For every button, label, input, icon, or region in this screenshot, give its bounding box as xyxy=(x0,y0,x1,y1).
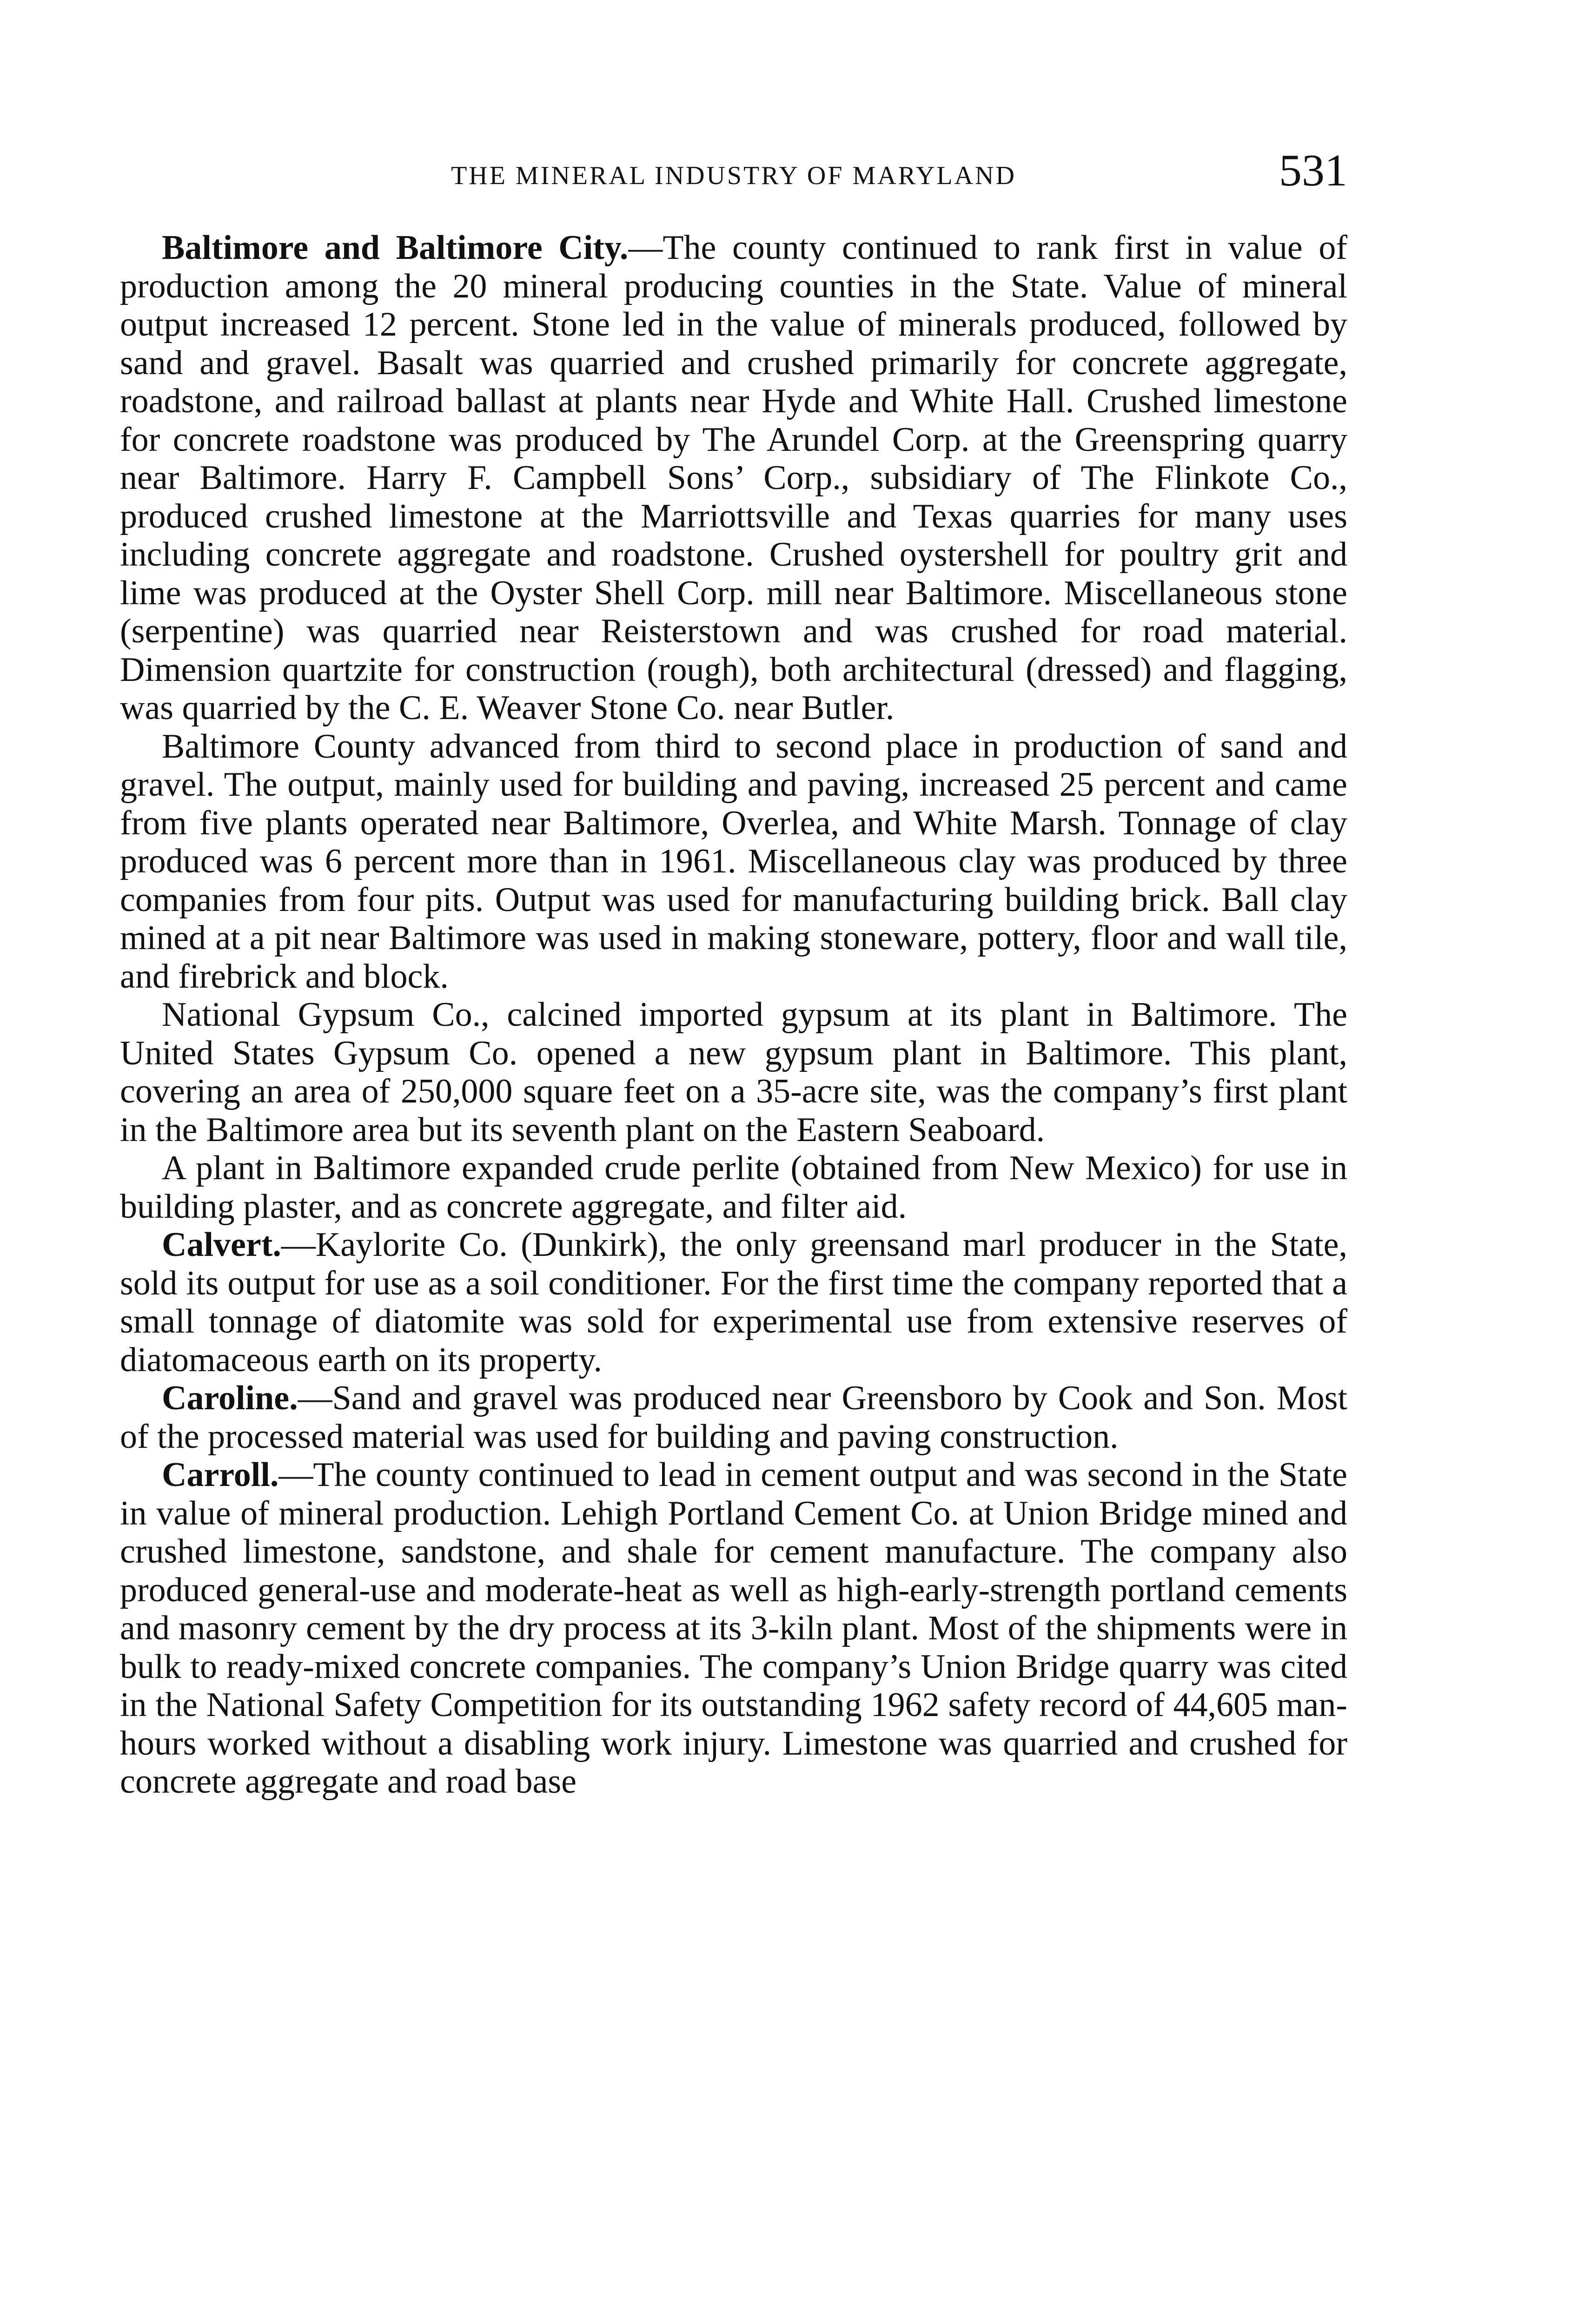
paragraph-text: —Sand and gravel was produced near Greensboro by Cook and Son. Most of the processed material was used for building and paving construction. xyxy=(120,1379,1347,1456)
paragraph-gypsum xyxy=(120,996,1347,1149)
paragraph-text: National Gypsum Co., calcined imported gypsum at its plant in Baltimore. The United States Gypsum Co. opened a new gypsum plant in Baltimore. This plant, covering an area of 250,000 square feet on a 35-acre site, was the company’s first plant in the Baltimore area but its seventh plant on the Eastern Seaboard. xyxy=(120,996,1347,1149)
paragraph-carroll xyxy=(120,1456,1347,1801)
running-head xyxy=(120,145,1347,199)
paragraph-text: —Kaylorite Co. (Dunkirk), the only greensand marl producer in the State, sold its output for use as a soil conditioner. For the first time the company reported that a small tonnage of diatomite was sold for experimental use from extensive reserves of diatomaceous earth on its property. xyxy=(120,1226,1347,1379)
section-heading-calvert: Calvert. xyxy=(162,1226,281,1264)
paragraph-sand-gravel-clay xyxy=(120,727,1347,996)
paragraph-text: Baltimore County advanced from third to second place in production of sand and gravel. The output, mainly used for building and paving, increased 25 percent and came from five plants operated near Baltimore, Overlea, and White Marsh. Tonnage of clay produced was 6 percent more than in 1961. Miscellaneous clay was produced by three companies from four pits. Output was used for manufacturing building brick. Ball clay mined at a pit near Baltimore was used in making stoneware, pottery, floor and wall tile, and firebrick and block. xyxy=(120,727,1347,996)
section-heading-carroll: Carroll. xyxy=(162,1456,279,1494)
running-title: THE MINERAL INDUSTRY OF MARYLAND xyxy=(451,161,1016,190)
paragraph-baltimore xyxy=(120,229,1347,727)
paragraph-caroline xyxy=(120,1379,1347,1456)
paragraph-perlite xyxy=(120,1149,1347,1226)
paragraph-calvert xyxy=(120,1226,1347,1379)
section-heading-baltimore: Baltimore and Baltimore City. xyxy=(162,229,629,267)
paragraph-text: —The county continued to rank first in value of production among the 20 mineral producing counties in the State. Value of mineral output increased 12 percent. Stone led in the value of minerals produced, followed by sand and gravel. Basalt was quarried and crushed primarily for concrete aggregate, roadstone, and railroad ballast at plants near Hyde and White Hall. Crushed limestone for concrete roadstone was produced by The Arundel Corp. at the Greenspring quarry near Baltimore. Harry F. Campbell Sons’ Corp., subsidiary of The Flinkote Co., produced crushed limestone at the Marriottsville and Texas quarries for many uses including concrete aggregate and roadstone. Crushed oystershell for poultry grit and lime was produced at the Oyster Shell Corp. mill near Baltimore. Miscellaneous stone (serpentine) was quarried near Reisterstown and was crushed for road material. Dimension quartzite for construction (rough), both architectural (dressed) and flagging, was quarried by the C. E. Weaver Stone Co. near Butler. xyxy=(120,229,1347,727)
section-heading-caroline: Caroline. xyxy=(162,1379,298,1417)
body-text xyxy=(120,229,1347,1801)
paragraph-text: —The county continued to lead in cement output and was second in the State in value of mineral production. Lehigh Portland Cement Co. at Union Bridge mined and crushed limestone, sandstone, and shale for cement manufacture. The company also produced general-use and moderate-heat as well as high-early-strength portland cements and masonry cement by the dry process at its 3-kiln plant. Most of the shipments were in bulk to ready-mixed concrete companies. The company’s Union Bridge quarry was cited in the National Safety Competition for its outstanding 1962 safety record of 44,605 man-hours worked without a disabling work injury. Limestone was quarried and crushed for concrete aggregate and road base xyxy=(120,1456,1347,1801)
paragraph-text: A plant in Baltimore expanded crude perlite (obtained from New Mexico) for use in building plaster, and as concrete aggregate, and filter aid. xyxy=(120,1149,1347,1226)
page-number: 531 xyxy=(1279,145,1347,196)
